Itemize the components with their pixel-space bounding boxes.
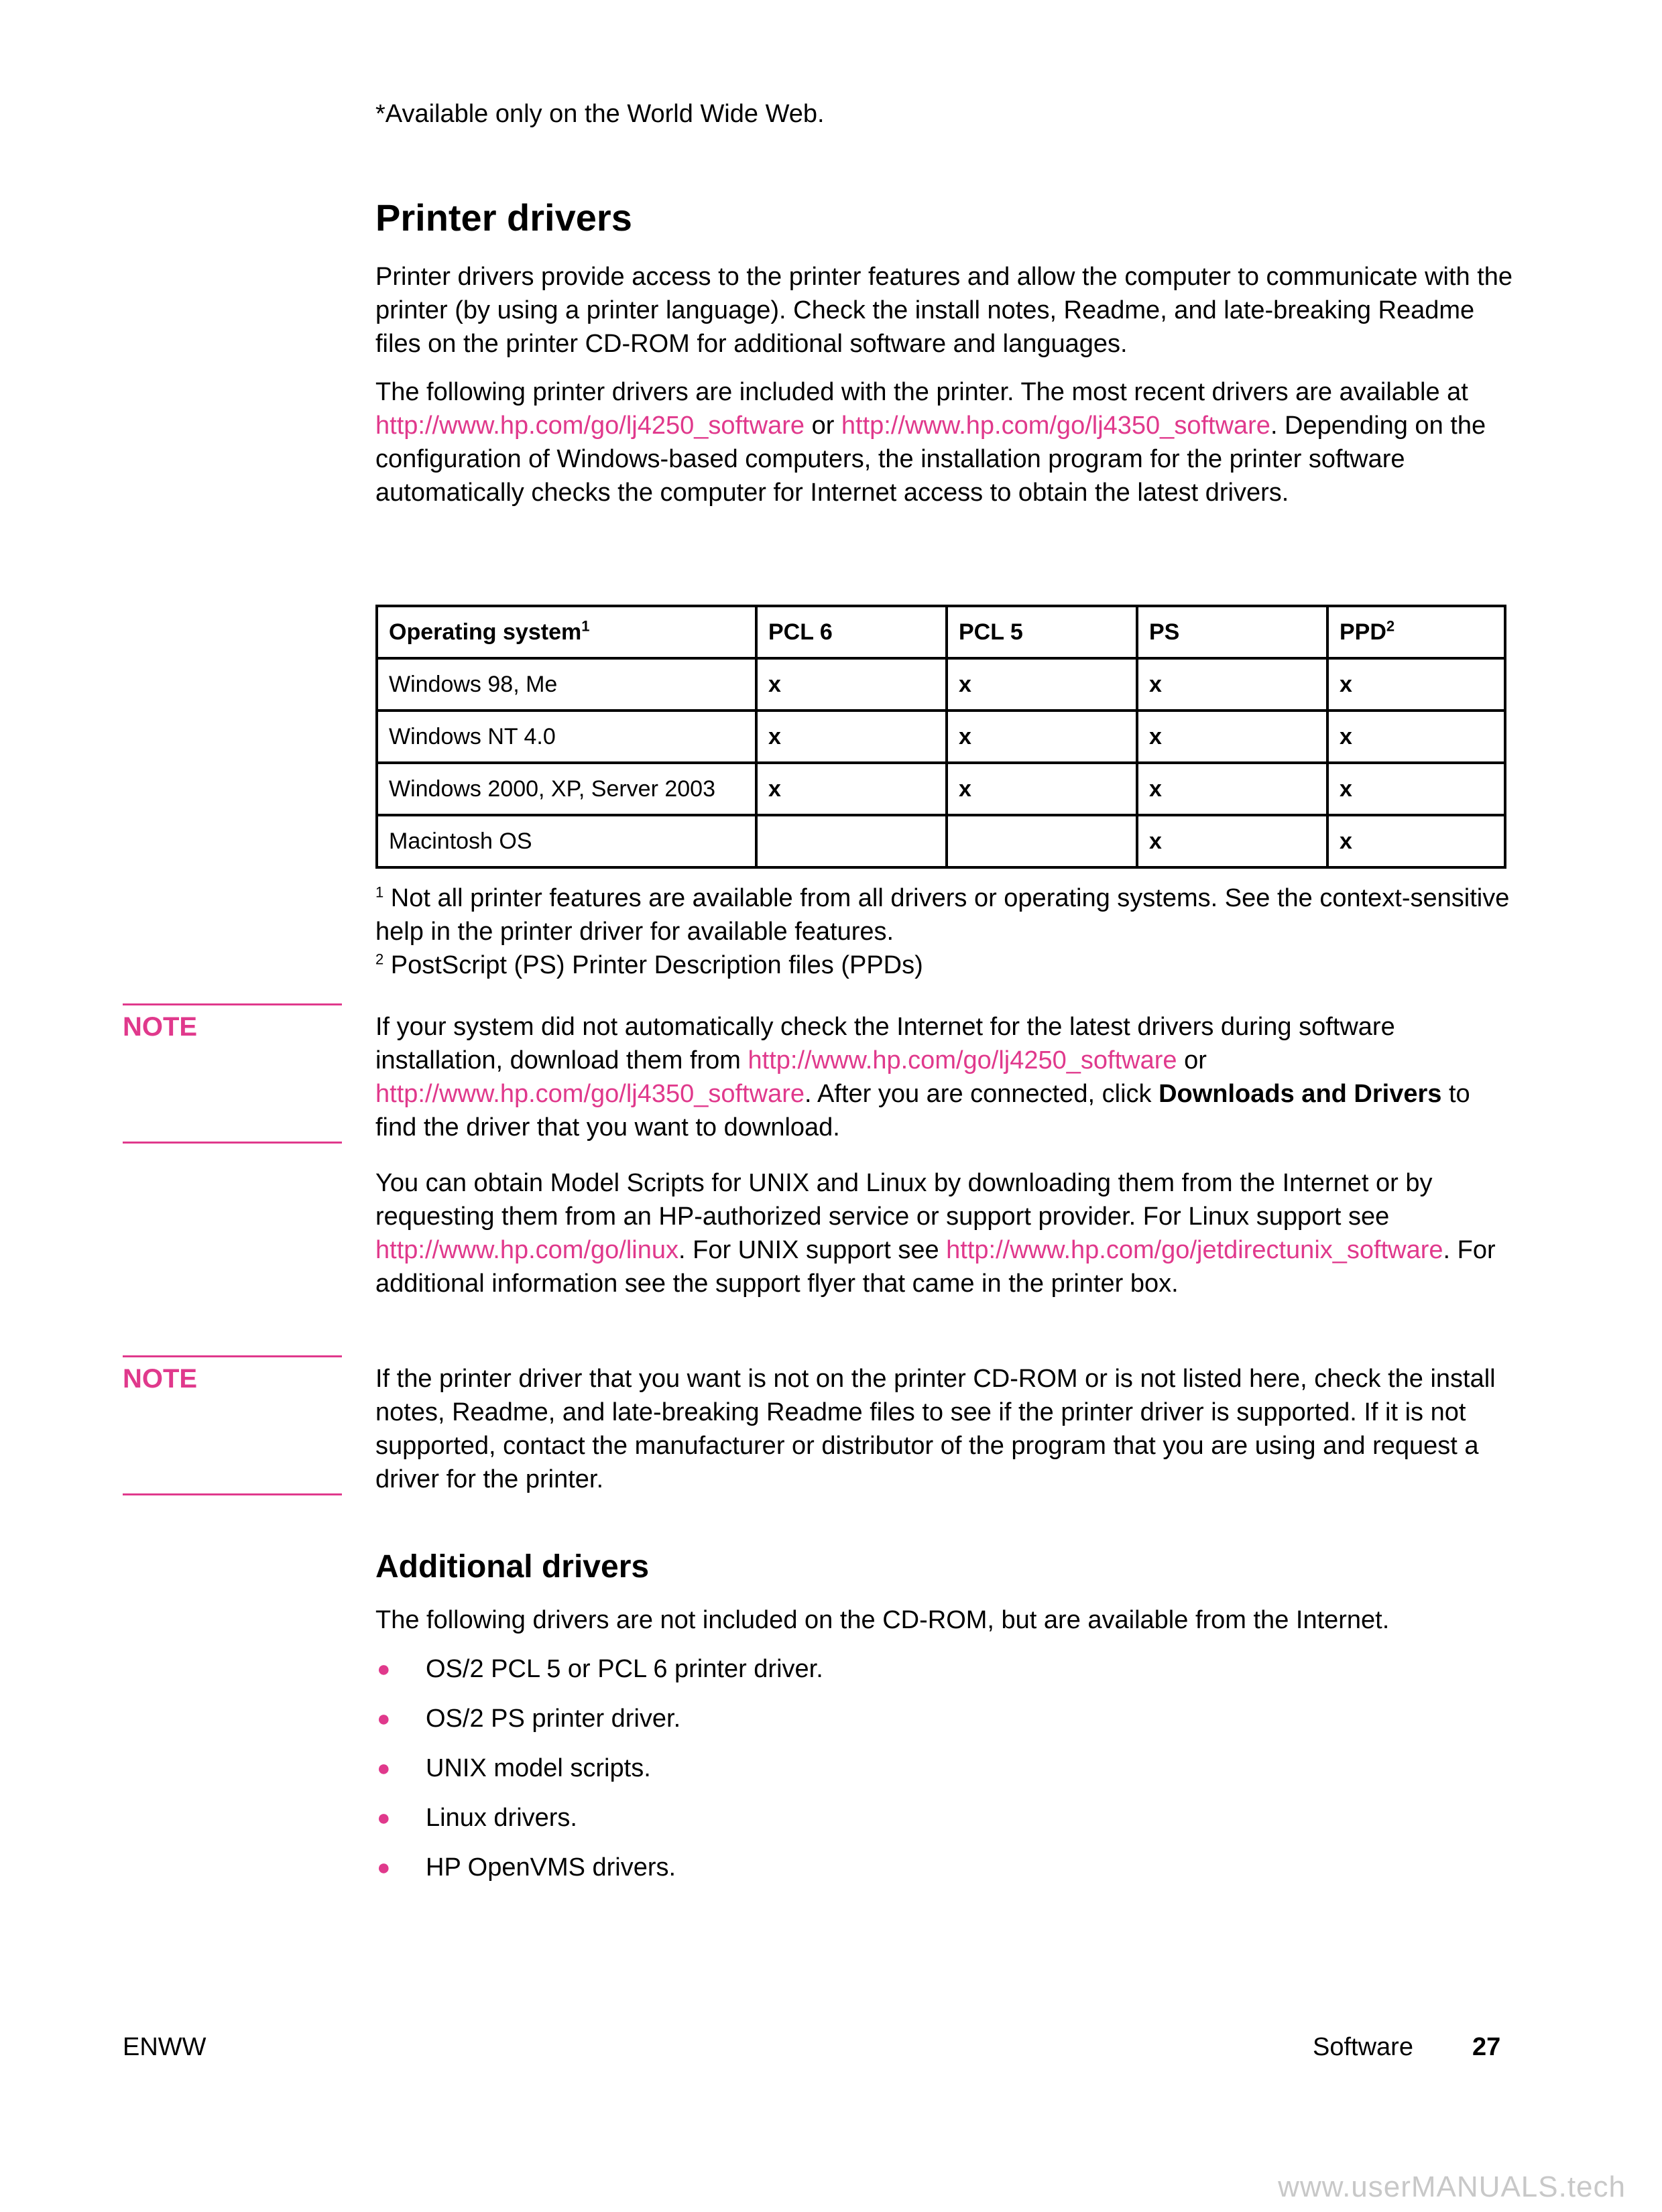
cell-os: Macintosh OS: [377, 815, 756, 867]
cell-pcl6: x: [756, 658, 947, 711]
section-heading-additional-drivers: Additional drivers: [375, 1549, 650, 1585]
link-jetdirectunix-software[interactable]: http://www.hp.com/go/jetdirectunix_software: [946, 1236, 1443, 1264]
footnote-2: [375, 948, 1515, 982]
list-item-text: OS/2 PS printer driver.: [426, 1705, 681, 1733]
note-rule: [123, 1355, 342, 1357]
cell-pcl6: x: [756, 763, 947, 815]
header-label: Operating system: [389, 619, 582, 645]
footnote-number: 1: [375, 883, 384, 901]
cell-ppd: x: [1327, 658, 1505, 711]
web-only-footnote: *Available only on the World Wide Web.: [375, 100, 825, 128]
note-rule: [123, 1142, 342, 1144]
column-header-operating-system: [377, 606, 756, 658]
watermark: www.userMANUALS.tech: [1278, 2170, 1626, 2203]
cell-os: Windows 98, Me: [377, 658, 756, 711]
table-row: [377, 815, 1505, 867]
table-header-row: [377, 606, 1505, 658]
page-number: 27: [1472, 2033, 1501, 2061]
bullet-icon: ●: [377, 1805, 391, 1831]
list-item: [375, 1752, 1515, 1785]
list-item: [375, 1801, 1515, 1835]
list-item-text: UNIX model scripts.: [426, 1754, 651, 1782]
column-header-pcl5: PCL 5: [947, 606, 1137, 658]
link-linux[interactable]: http://www.hp.com/go/linux: [375, 1236, 678, 1264]
cell-pcl5: x: [947, 658, 1137, 711]
bullet-icon: ●: [377, 1656, 391, 1682]
link-lj4250-software[interactable]: http://www.hp.com/go/lj4250_software: [748, 1046, 1177, 1074]
footnote-1: [375, 881, 1515, 948]
column-header-ps: PS: [1137, 606, 1327, 658]
footer-code: ENWW: [123, 2033, 206, 2061]
link-lj4350-software[interactable]: http://www.hp.com/go/lj4350_software: [375, 1080, 805, 1108]
bullet-icon: ●: [377, 1706, 391, 1731]
cell-pcl5: x: [947, 711, 1137, 763]
list-item-text: HP OpenVMS drivers.: [426, 1853, 676, 1882]
text-segment: . For additional information see the support flyer that came in the printer box.: [375, 1236, 1496, 1298]
text-segment: You can obtain Model Scripts for UNIX and Linux by downloading them from the Internet or by requesting them from an HP-authorized service or support provider. For Linux support see: [375, 1169, 1433, 1231]
text-segment: or: [805, 412, 841, 440]
cell-ps: x: [1137, 763, 1327, 815]
printer-drivers-intro: Printer drivers provide access to the printer features and allow the computer to communicate with the printer (by using a printer language). Check the install notes, Readme, and late-breaking Readme files on the printer CD-ROM for additional software and languages.: [375, 263, 1513, 358]
link-lj4350-software[interactable]: http://www.hp.com/go/lj4350_software: [841, 412, 1270, 440]
text-segment: . Depending on the configuration of Windows-based computers, the installation program for the printer software automatically checks the computer for Internet access to obtain the latest drivers.: [375, 412, 1486, 507]
cell-pcl5: x: [947, 763, 1137, 815]
footnote-text: PostScript (PS) Printer Description files (PPDs): [383, 951, 923, 979]
driver-support-table: [375, 605, 1506, 869]
text-segment: . After you are connected, click: [805, 1080, 1159, 1108]
footnote-number: 2: [375, 950, 384, 968]
text-segment: If your system did not automatically check the Internet for the latest drivers during software installation, download them from: [375, 1013, 1395, 1074]
printer-drivers-availability: [375, 375, 1515, 509]
text-segment: . For UNIX support see: [678, 1236, 947, 1264]
table-row: [377, 658, 1505, 711]
text-segment: or: [1177, 1046, 1207, 1074]
note-label: NOTE: [123, 1012, 198, 1042]
unix-linux-paragraph: [375, 1166, 1515, 1300]
list-item-text: OS/2 PCL 5 or PCL 6 printer driver.: [426, 1655, 823, 1683]
cell-ps: x: [1137, 815, 1327, 867]
list-item-text: Linux drivers.: [426, 1804, 577, 1832]
header-label: PPD: [1340, 619, 1386, 645]
note-download-drivers: [375, 1010, 1515, 1144]
table-footnotes: [375, 881, 1515, 982]
bullet-icon: ●: [377, 1855, 391, 1880]
footnote-ref: 1: [581, 617, 590, 635]
cell-pcl5: [947, 815, 1137, 867]
table-row: [377, 711, 1505, 763]
text-segment: The following printer drivers are included with the printer. The most recent drivers are available at: [375, 378, 1468, 406]
text-segment: to find the driver that you want to download.: [375, 1080, 1470, 1142]
footnote-text: Not all printer features are available from all drivers or operating systems. See the context-sensitive help in the printer driver for available features.: [375, 884, 1510, 946]
section-heading-printer-drivers: Printer drivers: [375, 196, 632, 239]
column-header-ppd: [1327, 606, 1505, 658]
footer-section-name: Software: [1313, 2033, 1413, 2061]
cell-ppd: x: [1327, 711, 1505, 763]
column-header-pcl6: PCL 6: [756, 606, 947, 658]
footnote-ref: 2: [1386, 617, 1395, 635]
cell-os: Windows NT 4.0: [377, 711, 756, 763]
link-lj4250-software[interactable]: http://www.hp.com/go/lj4250_software: [375, 412, 805, 440]
cell-os: Windows 2000, XP, Server 2003: [377, 763, 756, 815]
note-rule: [123, 1493, 342, 1495]
table-row: [377, 763, 1505, 815]
cell-ps: x: [1137, 658, 1327, 711]
note-driver-not-listed: If the printer driver that you want is not on the printer CD-ROM or is not listed here, check the install notes, Readme, and late-breaking Readme files to see if the printer driver is supported. If it is not supported, contact the manufacturer or distributor of the program that you are using and request a driver for the printer.: [375, 1365, 1496, 1493]
additional-drivers-list: [375, 1652, 1515, 1900]
list-item: [375, 1702, 1515, 1735]
cell-ppd: x: [1327, 763, 1505, 815]
list-item: [375, 1652, 1515, 1686]
cell-ppd: x: [1327, 815, 1505, 867]
additional-drivers-intro: The following drivers are not included on the CD-ROM, but are available from the Internet.: [375, 1606, 1390, 1634]
cell-pcl6: [756, 815, 947, 867]
cell-ps: x: [1137, 711, 1327, 763]
note-label: NOTE: [123, 1364, 198, 1394]
list-item: [375, 1851, 1515, 1884]
cell-pcl6: x: [756, 711, 947, 763]
downloads-and-drivers-label: Downloads and Drivers: [1159, 1080, 1442, 1108]
bullet-icon: ●: [377, 1756, 391, 1781]
note-rule: [123, 1003, 342, 1005]
